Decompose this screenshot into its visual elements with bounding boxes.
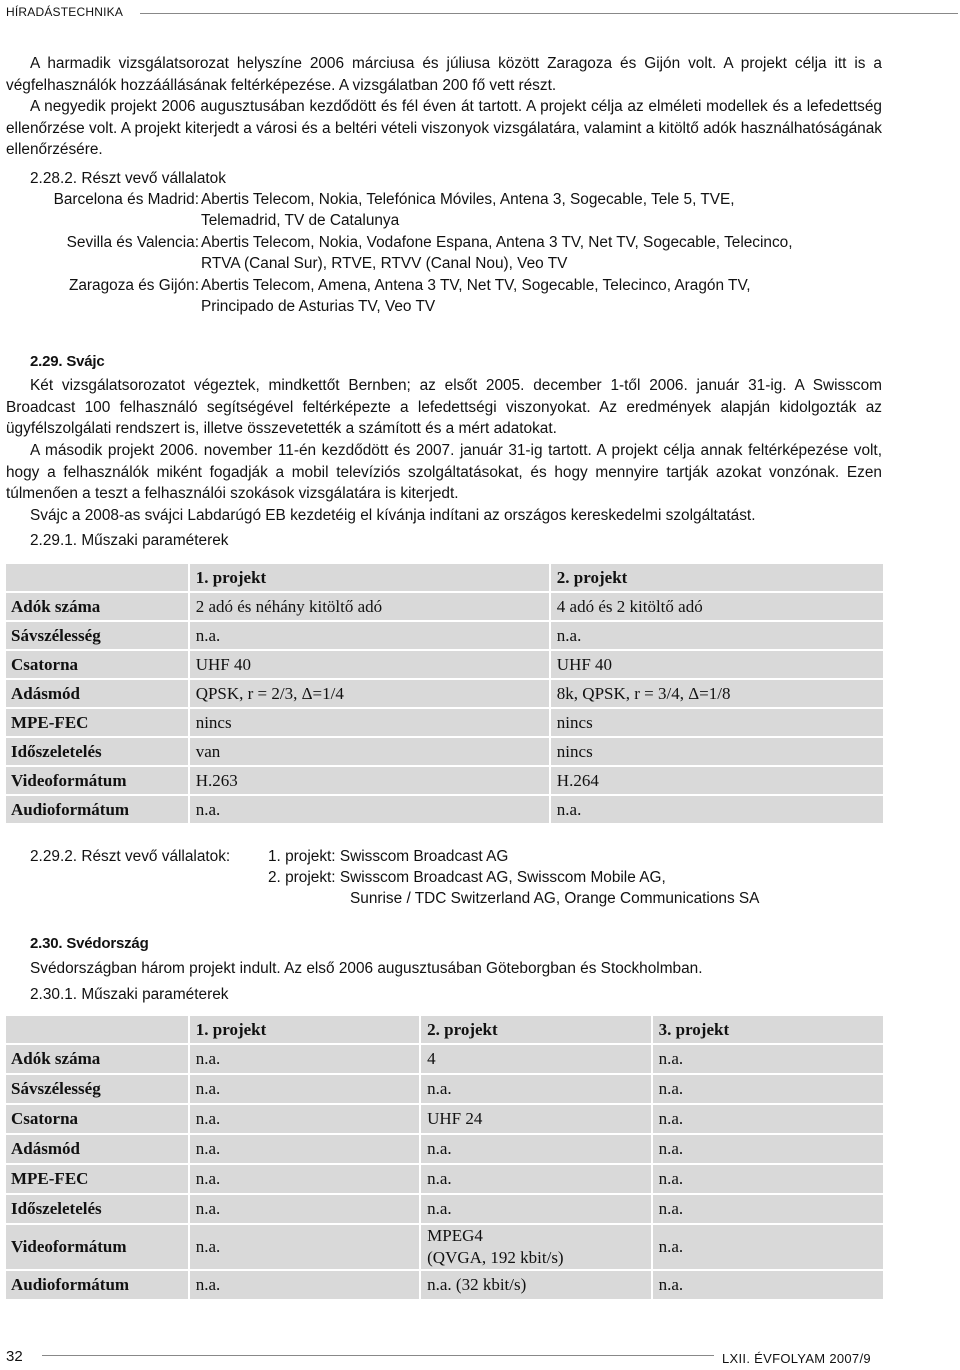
table-cell: n.a. <box>189 1134 420 1164</box>
company-row-line: Abertis Telecom, Amena, Antena 3 TV, Net TV, Sogecable, Telecinco, Aragón TV, <box>201 277 751 294</box>
table-cell: n.a. <box>652 1270 884 1300</box>
switzerland-paragraph-2: A második projekt 2006. november 11-én kezdődött és 2007. január 31-ig tartott. A projekt célja annak feltérképezése volt, hogy a felhasználók miként fogadják a mobil televíziós szolgáltatásokat, és hogy mennyire tartják azokat vonzónak. Ezen túlmenően a teszt a felhasználói szokások vizsgálatára is kiterjedt. <box>6 442 882 502</box>
table-row-header: Videoformátum <box>5 766 189 795</box>
table-row <box>5 1134 884 1164</box>
table-cell: nincs <box>550 708 884 737</box>
table-row-header: Adásmód <box>5 679 189 708</box>
table-cell: H.264 <box>550 766 884 795</box>
table-column-header: 2. projekt <box>420 1015 651 1044</box>
table-cell: n.a. <box>189 1194 420 1224</box>
table-row-header: Adók száma <box>5 592 189 621</box>
table-cell: UHF 40 <box>189 650 550 679</box>
table-row <box>5 679 884 708</box>
table-row <box>5 1074 884 1104</box>
table-cell: n.a. <box>189 1074 420 1104</box>
table-cell: n.a. <box>189 795 550 824</box>
table-row <box>5 621 884 650</box>
table-cell: 2 adó és néhány kitöltő adó <box>189 592 550 621</box>
company-row-line: Abertis Telecom, Nokia, Vodafone Espana, Antena 3 TV, Net TV, Sogecable, Telecinco, <box>201 234 793 251</box>
table-cell: van <box>189 737 550 766</box>
table-row-header: Csatorna <box>5 650 189 679</box>
table-corner-cell <box>5 563 189 592</box>
switzerland-paragraph-1: Két vizsgálatsorozatot végeztek, mindkettőt Bernben; az elsőt 2005. december 1-től 2006. január 31-ig. A Swisscom Broadcast 100 felhasználó segítségével feltérképezte a lefedettségi viszonyokat. Az eredmények alapján kidolgozták az ügyfélszolgálati rendszert is, illetve összevetették a számított és a mért adatokat. <box>6 377 882 437</box>
table-row-header: Időszeletelés <box>5 737 189 766</box>
table-row <box>5 708 884 737</box>
table-column-header: 1. projekt <box>189 1015 420 1044</box>
footer-rule <box>42 1355 714 1356</box>
table-cell: n.a. <box>652 1044 884 1074</box>
table-cell: n.a. <box>189 1044 420 1074</box>
table-row-header: Audioformátum <box>5 795 189 824</box>
table-header-row <box>5 1015 884 1044</box>
table-cell: QPSK, r = 2/3, Δ=1/4 <box>189 679 550 708</box>
table-cell: n.a. <box>550 795 884 824</box>
table-header-row <box>5 563 884 592</box>
company-row-line: Abertis Telecom, Nokia, Telefónica Móviles, Antena 3, Sogecable, Tele 5, TVE, <box>201 191 735 208</box>
table-row-header: Csatorna <box>5 1104 189 1134</box>
sweden-section-title: 2.30. Svédország <box>30 935 149 952</box>
switzerland-section-title: 2.29. Svájc <box>30 353 105 370</box>
table-cell: UHF 24 <box>420 1104 651 1134</box>
table-row-header: Audioformátum <box>5 1270 189 1300</box>
table-cell: n.a. <box>420 1194 651 1224</box>
table-column-header: 3. projekt <box>652 1015 884 1044</box>
table-row <box>5 766 884 795</box>
table-row <box>5 1044 884 1074</box>
table-row-header: Adók száma <box>5 1044 189 1074</box>
table-row <box>5 1224 884 1270</box>
participants-line: 1. projekt: Swisscom Broadcast AG <box>268 848 509 865</box>
table-cell: n.a. <box>189 1104 420 1134</box>
table-cell: n.a. <box>652 1104 884 1134</box>
participants-line: Sunrise / TDC Switzerland AG, Orange Communications SA <box>350 890 760 907</box>
table-row <box>5 1194 884 1224</box>
table-cell: n.a. <box>550 621 884 650</box>
table-cell: n.a. <box>420 1164 651 1194</box>
table-cell: n.a. <box>189 621 550 650</box>
table-row-header: Adásmód <box>5 1134 189 1164</box>
table-column-header: 1. projekt <box>189 563 550 592</box>
table-row <box>5 592 884 621</box>
company-row-line: Telemadrid, TV de Catalunya <box>201 212 400 229</box>
header-rule <box>140 13 958 14</box>
sweden-params-title: 2.30.1. Műszaki paraméterek <box>30 986 229 1003</box>
intro-paragraph-2: A negyedik projekt 2006 augusztusában kezdődött és fél éven át tartott. A projekt célja az elméleti modellek és a lefedettség ellenőrzése volt. A projekt kiterjedt a városi és a beltéri vételi viszonyok vizsgálatára, valamint a kitöltő adók használhatóságának ellenőrzésére. <box>6 98 882 158</box>
table-row-header: Időszeletelés <box>5 1194 189 1224</box>
table-cell: n.a. <box>420 1134 651 1164</box>
table-cell: n.a. <box>652 1074 884 1104</box>
participants-label: 2.29.2. Részt vevő vállalatok: <box>30 848 231 865</box>
table-cell: UHF 40 <box>550 650 884 679</box>
table-row-header: MPE-FEC <box>5 708 189 737</box>
table-cell: n.a. <box>189 1164 420 1194</box>
table-cell: n.a. <box>652 1164 884 1194</box>
table-cell: n.a. <box>652 1134 884 1164</box>
table-cell: nincs <box>550 737 884 766</box>
spain-companies-title: 2.28.2. Részt vevő vállalatok <box>30 170 226 187</box>
table-row-header: Sávszélesség <box>5 1074 189 1104</box>
table-cell: n.a. <box>652 1194 884 1224</box>
table-cell: nincs <box>189 708 550 737</box>
table-row <box>5 1164 884 1194</box>
page-number: 32 <box>6 1348 23 1365</box>
company-row-label: Zaragoza és Gijón: <box>68 277 199 294</box>
company-row-line: Principado de Asturias TV, Veo TV <box>201 298 436 315</box>
company-row-label: Sevilla és Valencia: <box>66 234 199 251</box>
table-row <box>5 650 884 679</box>
table-cell: 4 <box>420 1044 651 1074</box>
company-row-label: Barcelona és Madrid: <box>53 191 199 208</box>
table-cell: n.a. <box>652 1224 884 1270</box>
table-cell: n.a. <box>189 1270 420 1300</box>
table-cell: MPEG4 (QVGA, 192 kbit/s) <box>420 1224 651 1270</box>
switzerland-params-title: 2.29.1. Műszaki paraméterek <box>30 532 229 549</box>
sweden-paragraph-1: Svédországban három projekt indult. Az első 2006 augusztusában Göteborgban és Stockholmban. <box>30 960 703 977</box>
table-row-header: Videoformátum <box>5 1224 189 1270</box>
table-cell: 8k, QPSK, r = 3/4, Δ=1/8 <box>550 679 884 708</box>
table-cell: 4 adó és 2 kitöltő adó <box>550 592 884 621</box>
sweden-params-table <box>4 1014 885 1301</box>
table-corner-cell <box>5 1015 189 1044</box>
table-row <box>5 795 884 824</box>
table-cell: H.263 <box>189 766 550 795</box>
table-row <box>5 1104 884 1134</box>
switzerland-paragraph-3: Svájc a 2008-as svájci Labdarúgó EB kezdetéig el kívánja indítani az országos kereskedelmi szolgáltatást. <box>30 507 756 524</box>
table-row <box>5 737 884 766</box>
participants-line: 2. projekt: Swisscom Broadcast AG, Swisscom Mobile AG, <box>268 869 666 886</box>
switzerland-params-table <box>4 562 885 825</box>
intro-paragraph-1: A harmadik vizsgálatsorozat helyszíne 2006 márciusa és júliusa között Zaragoza és Gijón volt. A projekt célja itt is a végfelhasználók hozzáállásának feltérképezése. A vizsgálatban 200 fő vett részt. <box>6 55 882 94</box>
company-row-line: RTVA (Canal Sur), RTVE, RTVV (Canal Nou), Veo TV <box>201 255 568 272</box>
table-row-header: MPE-FEC <box>5 1164 189 1194</box>
running-header: HÍRADÁSTECHNIKA <box>6 5 124 19</box>
table-cell: n.a. <box>420 1074 651 1104</box>
table-row <box>5 1270 884 1300</box>
table-cell: n.a. (32 kbit/s) <box>420 1270 651 1300</box>
table-cell: n.a. <box>189 1224 420 1270</box>
table-column-header: 2. projekt <box>550 563 884 592</box>
table-row-header: Sávszélesség <box>5 621 189 650</box>
volume-info: LXII. ÉVFOLYAM 2007/9 <box>722 1351 871 1366</box>
